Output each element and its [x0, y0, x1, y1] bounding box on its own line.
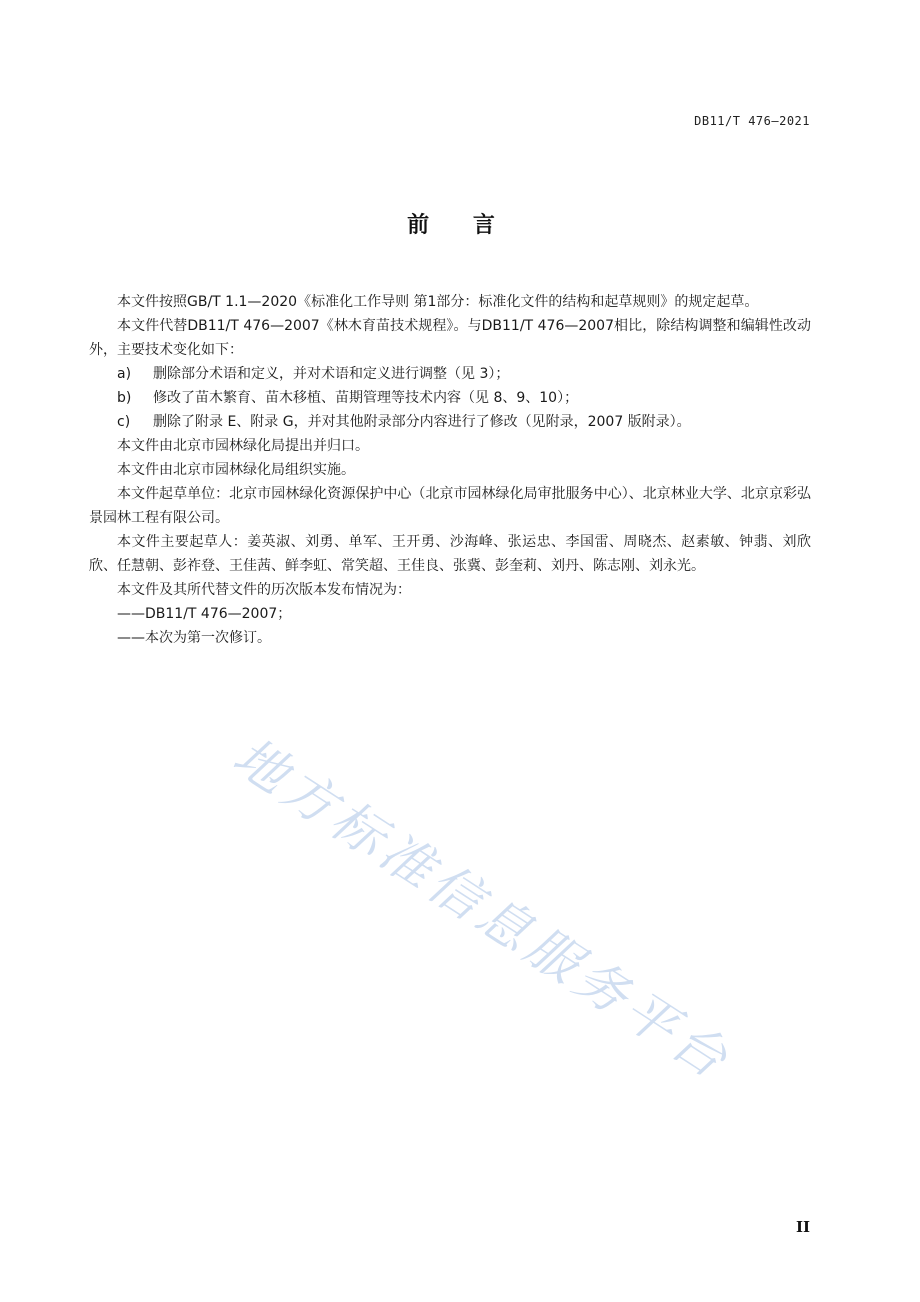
- list-marker: b): [117, 390, 132, 406]
- foreword-body: [89, 290, 811, 650]
- history-item: ——DB11/T 476—2007；: [117, 606, 292, 622]
- document-code: DB11/T 476—2021: [694, 114, 810, 128]
- paragraph-version-history: 本文件及其所代替文件的历次版本发布情况为：: [117, 582, 411, 598]
- list-item: [89, 386, 811, 410]
- paragraph-implementer: 本文件由北京市园林绿化局组织实施。: [117, 462, 355, 478]
- page-number: II: [795, 1218, 810, 1236]
- list-item: [89, 362, 811, 386]
- list-item: [89, 410, 811, 434]
- list-marker: a): [117, 366, 132, 382]
- paragraph-drafting-basis: 本文件按照GB/T 1.1—2020《标准化工作导则 第1部分：标准化文件的结构和起草规则》的规定起草。: [117, 294, 759, 310]
- paragraph-drafting-units: 本文件起草单位：北京市园林绿化资源保护中心（北京市园林绿化局审批服务中心）、北京林业大学、北京京彩弘景园林工程有限公司。: [89, 486, 811, 526]
- watermark: 地方标准信息服务平台: [222, 726, 742, 1093]
- list-text: 删除部分术语和定义，并对术语和定义进行调整（见 3）；: [153, 366, 510, 382]
- page-title: 前 言: [407, 213, 513, 238]
- list-text: 修改了苗木繁育、苗木移植、苗期管理等技术内容（见 8、9、10）；: [153, 390, 579, 406]
- paragraph-proposer: 本文件由北京市园林绿化局提出并归口。: [117, 438, 369, 454]
- paragraph-replacement: 本文件代替DB11/T 476—2007《林木育苗技术规程》。与DB11/T 476—2007相比，除结构调整和编辑性改动外，主要技术变化如下：: [89, 318, 811, 358]
- paragraph-drafters: 本文件主要起草人：姜英淑、刘勇、单军、王开勇、沙海峰、张运忠、李国雷、周晓杰、赵素敏、钟翡、刘欣欣、任慧朝、彭祚登、王佳茜、鲜李虹、常笑超、王佳良、张冀、彭奎莉、刘丹、陈志刚、刘永光。: [89, 534, 811, 574]
- list-text: 删除了附录 E、附录 G，并对其他附录部分内容进行了修改（见附录，2007 版附录）。: [153, 414, 691, 430]
- list-marker: c): [117, 414, 131, 430]
- history-item: ——本次为第一次修订。: [117, 630, 271, 646]
